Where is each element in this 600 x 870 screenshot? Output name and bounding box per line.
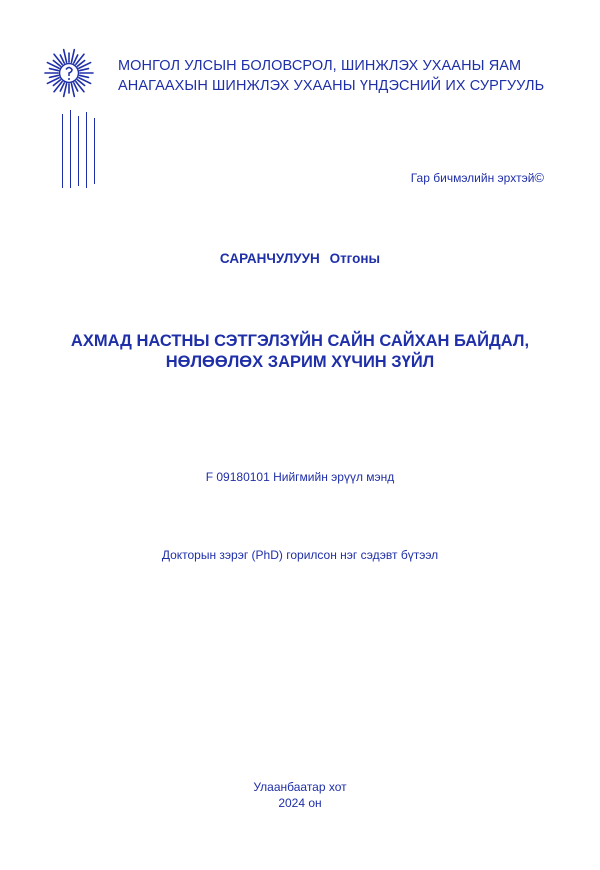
mongolian-script-emblem-icon [58,110,108,190]
university-logo-icon [44,48,94,98]
copyright-text: Гар бичмэлийн эрхтэй [410,171,535,185]
author-given-name: Отгоны [329,251,381,266]
university-name: АНАГААХЫН ШИНЖЛЭХ УХААНЫ ҮНДЭСНИЙ ИХ СУРГУУЛЬ [118,78,545,94]
thesis-title [0,331,600,373]
city: Улаанбаатар хот [253,780,347,794]
specialty-code: F 09180101 Нийгмийн эрүүл мэнд [205,470,395,484]
institution-header [118,56,588,96]
ministry-name: МОНГОЛ УЛСЫН БОЛОВСРОЛ, ШИНЖЛЭХ УХААНЫ ЯАМ [118,58,522,74]
copyright-symbol: © [534,170,544,185]
copyright-notice [411,170,544,185]
thesis-title-line-1: АХМАД НАСТНЫ СЭТГЭЛЗҮЙН САЙН САЙХАН БАЙДАЛ, [70,332,530,350]
degree-statement: Докторын зэрэг (PhD) горилсон нэг сэдэвт бүтээл [161,548,439,562]
year: 2024 он [278,796,322,810]
place-and-year [0,779,600,811]
author-family-name: САРАНЧУЛУУН [219,251,320,266]
thesis-title-line-2: НӨЛӨӨЛӨХ ЗАРИМ ХҮЧИН ЗҮЙЛ [165,353,435,371]
author-name [0,251,600,266]
